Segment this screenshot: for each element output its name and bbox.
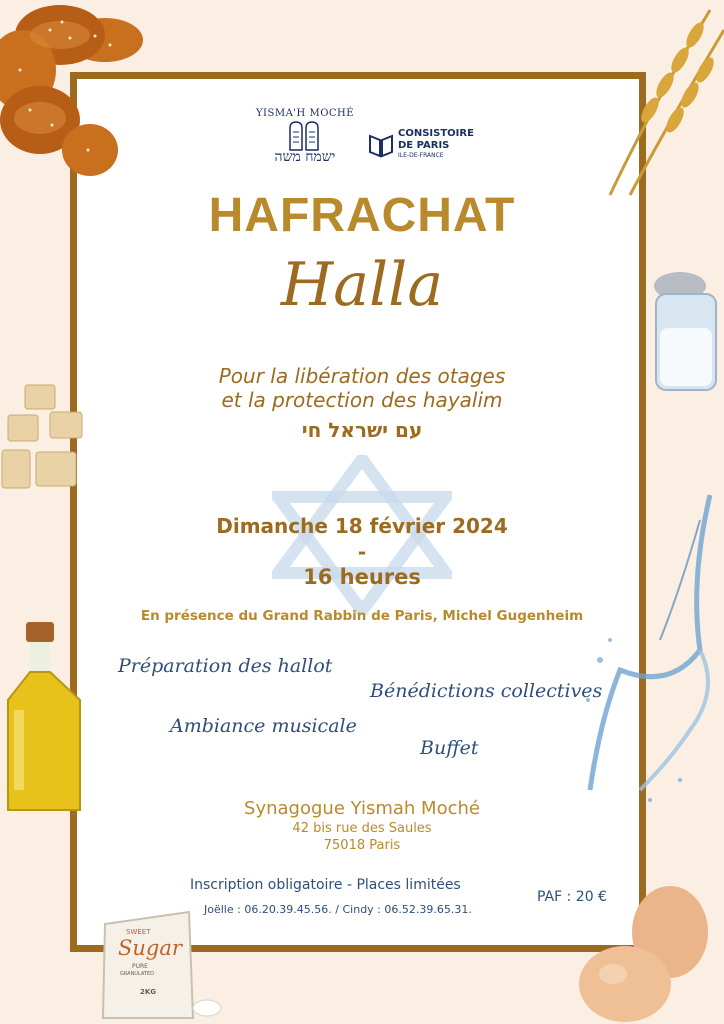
wheat-stalks-icon bbox=[590, 0, 724, 200]
purpose-line-1: Pour la libération des otages bbox=[218, 364, 506, 388]
inscription-note: Inscription obligatoire - Places limitées bbox=[190, 877, 461, 893]
consistoire-line-1: CONSISTOIRE bbox=[398, 128, 474, 139]
consistoire-logo bbox=[368, 128, 508, 168]
open-torah-icon bbox=[368, 132, 394, 158]
yismah-logo-hebrew-text: ישמח משה bbox=[274, 149, 336, 165]
activity-buffet: Buffet bbox=[420, 737, 479, 759]
event-date: Dimanche 18 février 2024 bbox=[216, 514, 508, 538]
hebrew-slogan: עם ישראל חי bbox=[301, 418, 423, 442]
sugar-label-4: GRANULATED bbox=[120, 971, 154, 977]
purpose-line-2: et la protection des hayalim bbox=[221, 388, 503, 412]
contact-phones: Joëlle : 06.20.39.45.56. / Cindy : 06.52.39.65.31. bbox=[204, 903, 472, 916]
water-splash-icon bbox=[580, 490, 724, 810]
presence-note: En présence du Grand Rabbin de Paris, Michel Gugenheim bbox=[140, 608, 584, 624]
yismah-logo-top-text: YISMA'H MOCHÉ bbox=[255, 108, 355, 119]
sugar-label-3: PURE bbox=[132, 963, 148, 970]
consistoire-line-3: ILE-DE-FRANCE bbox=[398, 152, 444, 159]
venue-address-line-1: 42 bis rue des Saules bbox=[292, 821, 432, 836]
event-time: 16 heures bbox=[303, 565, 421, 589]
activity-preparation: Préparation des hallot bbox=[118, 655, 333, 677]
sugar-label-2: Sugar bbox=[118, 936, 182, 960]
activity-benedictions: Bénédictions collectives bbox=[370, 680, 603, 702]
yismah-moche-logo bbox=[250, 108, 360, 178]
tablets-icon bbox=[288, 120, 322, 152]
date-separator: - bbox=[357, 540, 367, 564]
sugar-bag-icon bbox=[95, 908, 225, 1024]
poster-subtitle: Halla bbox=[280, 250, 444, 320]
sugar-label-1: SWEET bbox=[126, 928, 151, 936]
poster-title: HAFRACHAT bbox=[208, 189, 516, 242]
sugar-label-5: 2KG bbox=[140, 988, 157, 996]
activity-ambiance: Ambiance musicale bbox=[170, 715, 357, 737]
challah-bread-icon bbox=[0, 0, 150, 200]
venue-name: Synagogue Yismah Moché bbox=[244, 798, 480, 819]
oil-bottle-icon bbox=[0, 620, 95, 820]
consistoire-line-2: DE PARIS bbox=[398, 140, 450, 151]
venue-address-line-2: 75018 Paris bbox=[323, 838, 401, 853]
entry-fee: PAF : 20 € bbox=[537, 889, 607, 905]
